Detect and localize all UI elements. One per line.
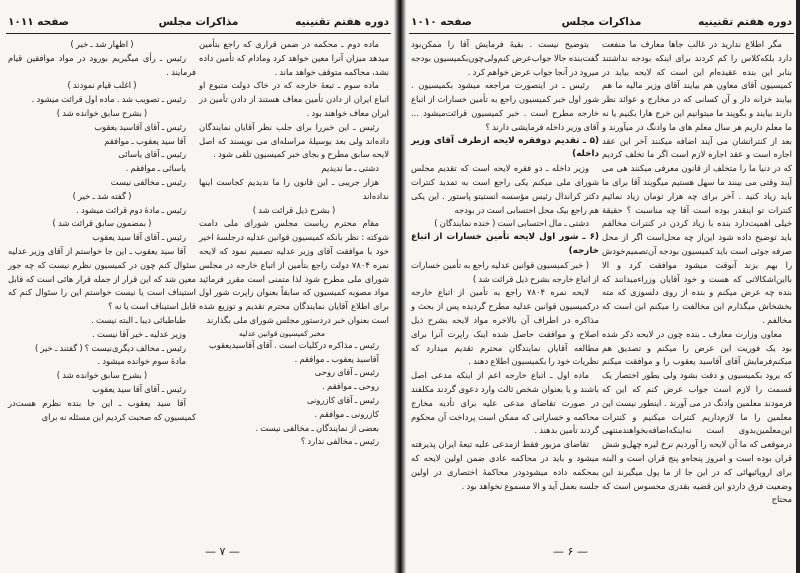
paragraph: رئیس ـ مذاکره درکلیات است . آقای آقاسیدیعقوب [208, 339, 379, 350]
paragraph: رئیس ـ مخالفی ندارد ؟ [300, 436, 379, 447]
paragraph: رئیس ـ مخالفی نیست [110, 176, 186, 187]
paragraph: مگر اطلاع ندارید در غالب جاها معارف ما منفعت دارد بلکه‌کلاس را کم کردند برای اینکه بودجه نداشتند بنابر این بنده عقیده‌ام این است که لایحه بیاید در کمیسیون آقای معاون هم بیایند آقای وزیر مالیه ما هم بیایند خزانه دار و آن کسانی که در مخارج و عوائد نظر دارند بیایند و بگویند ما میتوانیم این خرج هارا بکنیم یا نه ما معلم داریم هر سال معلم های ما وادنگ در میآورند و بعد از کنتراتشان می آیند اضافه میکنند آخر این عقد اجاره است و عقد اجاره لازم است اگر ما تخلف کردیم که در دنیا ما را متخلف از قانون معرفی میکنند هی می آیند وقتی می بینند ما سهل هستیم میگویند آقا برای ما باید زیاد کنید . آخر برای چه هزار تومان زیاد نمائیم کنترات تو اینقدر بوده است آقا چه مناسبت ؟ حقیقة خیلی اهمیت‌دارد بنده با زیاد کردن در کنترات مخالفم باید توضیح داده شود این‌از چه محل‌است اگر از محل صرفه جوئی است باید کمیسیون بودجه آن‌تصمیم‌خودش را بهم بزند آنوقت میشود موافقت کرد و الا بااین‌اشکالاتی که هست و خود آقایان وزراء‌میدانند که بنده چه عرض میکنم و بنده از روی دلسوزی که مته بخشخاش میگذارم این مخالفت را میکنم این است که مخالفم . [602, 39, 792, 325]
page-header [8, 16, 389, 32]
paragraph: ماده اول ـ اتباع خارجه اعم از اینکه مدعی اصل باشند و یا بعنوان شخص ثالث وارد دعوی گردند مکلفند در صورت تقاضای مدعی علیه برای تأدیه مخارج محاکمه و خساراتی که ممکن است پرداخت آن محکوم گردند تأمین بدهند . [411, 370, 599, 436]
stage-direction: ( بشرح ذیل قرائت شد ) [252, 204, 336, 215]
paragraph: رئیس ـ آقای آقا سید یعقوب [92, 232, 186, 243]
book-gutter [394, 0, 406, 573]
paragraph: رئیس ـ در اینصورت مراجعه میشود بکمیسیون . شور اول خبر کمیسیون راجع به تأمین خسارات از اتباع خارجه مطرح است . خبر کمیسیون قرائت‌میشود ... آقای وزیر داخله فرمایشی دارند ؟ [411, 80, 599, 132]
page-footer-number: — ۷ — [205, 545, 240, 558]
paragraph: معاون وزارت معارف ـ بنده چون در لایحه ذکر شده بود یک فوریت این عرض را میکنم و تصدیق هم میکنم‌فرمایش آقای آقاسید یعقوب را و موافقت میکنم که برود بکمیسیون و دقت بشود ولی بطور اختصار یک قسمت را لازم است جواب عرض کنم که این که فرمودند معلمین وادنگ در می آورند . اینطور نیست این معلمین را ما لازم‌داریم کنترات میکنیم و کنترات این‌معلمین‌بدوی است نه‌اینکه‌اضافه‌بخواهند‌منتهی درموقعی که ما آن لایحه را آوردیم نرخ لیره چهل‌و شش قران بوده است و امروز پنجاه‌و پنج قران است و البته برای اروپائیهائی که در این جا از ما پول میگیرند این وضعیت فرق داردو این قضیه بقدری محسوس است که محتاج [602, 328, 792, 505]
stage-direction: ( بشرح سابق خوانده شد ) [56, 370, 148, 381]
section-heading: (۶ ـ شور اول لایحه تأمین خسارات از اتباع خارجه) [411, 232, 599, 256]
header-rule [409, 33, 794, 34]
paragraph: طباطبائی دیبا ـ البته نیست . [91, 314, 186, 325]
paragraph: لایحه نمره ۷۸۰۴ راجع به تأمین از اتباع خارجه درکمیسیون قوانین عدلیه مطرح گردیده پس از بحث و مذاکره در اطراف آن بالاخره مواد لایحه بشرح ذیل اصلاح و موافقت حاصل شده اینک راپرت آنرا برای مطالعه آقایان نمایندگان محترم تقدیم میدارد که نظریات خود را بکمیسیون اطلاع دهند . [411, 287, 599, 367]
page-footer-number: — ۶ — [553, 545, 588, 558]
page-number-label: صفحه ۱۰۱۱ [8, 16, 69, 28]
session-label: دوره هفتم تقنینیه [698, 16, 792, 28]
section-heading: (۵ ـ تقدیم دوفقره لایحه ازطرف آقای وزیر داخله) [411, 135, 599, 160]
column-right [602, 38, 792, 507]
paragraph: ماده دوم ـ محکمه در ضمن قراری که راجع بتأمین میدهد میزان آنرا معین خواهد کرد ومادام که تأمین داده نشد، محاکمه متوقف خواهد ماند . [199, 39, 389, 77]
stage-direction: ( بمضمون سابق قرائت شد ) [52, 218, 152, 229]
paragraph: رئیس ـ رأی میگیریم بورود در مواد موافقین قیام فرمایند . [8, 52, 196, 77]
paragraph: رئیس ـ این خبررا برای جلب نظر آقایان نمایندگان داده‌اند ولی بعد بوسیلهٔ مراسله‌ای می نویسند که اصل لایحه سابق مطرح و بجای خبر کمیسیون تلقی شود . [199, 121, 389, 160]
paragraph: آقاسید یعقوب ـ موافقم . [294, 353, 379, 364]
paragraph: رئیس ـ آقای آقاسید یعقوب [94, 121, 186, 132]
paragraph: هزار جریبی ـ این قانون را ما ندیدیم کجاست اینها نداده‌اند [199, 176, 389, 201]
paragraph: آقا سید یعقوب ـ موافقم [104, 135, 186, 146]
paragraph: ( خبر کمیسیون قوانین عدلیه راجع به تأمین خسارات از اتباع خارجه بشرح ذیل قرائت شد ) [411, 259, 599, 284]
stage-direction: ( اغلب قیام نمودند ) [67, 80, 137, 91]
paragraph: بعضی از نمایندگان ـ مخالفی نیست . [255, 422, 379, 433]
paragraph: دشتی ـ مال احتسابی است ( خنده نمایندگان ) [434, 218, 589, 229]
paragraph: ماده سوم ـ تبعهٔ خارجه که در خاک دولت متبوع او اتباع ایران از دادن تأمین معاف هستند از دادن تأمین در ایران معاف خواهند بود . [199, 80, 389, 118]
page-header [411, 16, 792, 32]
stage-direction: ( اظهار شد ـ خیر ) [70, 39, 134, 49]
paragraph: مادهٔ سوم خوانده میشود . [97, 356, 186, 367]
session-label: دوره هفتم تقنینیه [295, 16, 389, 28]
running-title: مذاکرات مجلس [561, 16, 642, 28]
page-number-label: صفحه ۱۰۱۰ [411, 16, 472, 28]
paragraph: بتوضیح نیست . بقیهٔ فرمایش آقا را ممکن‌بود گفت‌بنده حالا جواب‌عرض کنم‌ولی‌چون‌بکمیسیون بودجه میرود در آنجا جواب عرض خواهم کرد . [411, 39, 599, 77]
paragraph: مقام محترم ریاست مجلس شورای ملی دامت شوکته : نظر بانکه کمیسیون قوانین عدلیه درجلسهٔ اخیر خود با موافقت آقای وزیر عدلیه تصمیم نمود که لایحه نمره ۷۸۰۴ دولت راجع بتأمین از اتباع خارجه در مجلس شورای ملی مطرح شود لذا متمنی است مقرر فرمائید مواد مصوبه کمیسیون که سابقاً بعنوان راپرت شور اول برای اطلاع آقایان نمایندگان محترم تقدیم و توزیع شده است بعنوان خبر دردستور مجلس شورای ملی بگذارند [199, 218, 390, 325]
scan-edge [796, 0, 800, 573]
column-right [199, 38, 389, 449]
paragraph: وزیر عدلیه ـ خیر آقا نیست . [92, 328, 186, 339]
page-left [0, 0, 397, 573]
paragraph: رئیس ـ آقای کازرونی [307, 394, 379, 405]
paragraph: کازرونی ـ موافقم . [314, 408, 379, 419]
paragraph: رئیس ـ آقای روحی [314, 367, 379, 378]
column-left [8, 38, 196, 424]
page-right [403, 0, 800, 573]
stage-direction: ( گفته شد ـ خیر ) [72, 190, 132, 201]
paragraph: روحی ـ موافقم . [322, 381, 379, 392]
paragraph: آقا سید یعقوب ـ این جا خواستم از آقای وزیر عدلیه سئوال کنم چون در کمیسیون نظرم نیست که چه جور معین شد که این قرار از جمله قرار هائی است که قابل استیناف است یا نیست خواستم این را سئوال کنم که قابل استیناف است یا نه ؟ [8, 245, 196, 312]
paragraph: رئیس ـ مادهٔ دوم قرائت میشود . [76, 204, 186, 215]
paragraph: رئیس ـ مخالف دیگری‌نیست ؟ ( گفتند ـ خیر ) [34, 342, 186, 353]
paragraph: وزیر داخله ـ دو فقره لایحه است که تقدیم مجلس شورای ملی میکنم یکی راجع است به تمدید کنترات دکتر کراندال رئیس مؤسسه انستیتو پاستور . این یکی هم راجع بیک محل احتسابی است در بودجه [411, 163, 599, 215]
column-left [411, 38, 599, 493]
paragraph: رئیس ـ آقای آقا سید یعقوب [92, 383, 186, 394]
paragraph: یاسائی ـ موافقم . [125, 163, 186, 174]
paragraph: رئیس ـ تصویب شد . ماده اول قرائت میشود . [31, 94, 186, 105]
paragraph: رئیس ـ آقای یاسائی [118, 149, 186, 160]
signature-line: مخبر کمیسیون قوانین عدلیه [239, 328, 326, 338]
header-rule [6, 33, 391, 34]
paragraph: دشتی ـ ما ندیدیم [321, 163, 379, 174]
stage-direction: ( بشرح سابق خوانده شد ) [56, 107, 148, 118]
running-title: مذاکرات مجلس [158, 16, 239, 28]
paragraph: آقا سید یعقوب ـ این جا بنده نظرم هست‌در کمیسیون که صحبت کردیم این مسئله نه برای [8, 397, 196, 422]
paragraph: تقاضای مزبور فقط ازمدعی علیه تبعهٔ ایران پذیرفته میشود و باید در محاکمه عادی ضمن اولین لایحه که بمحکمه داده میشود‌ودر محاکمهٔ اختصاری در اولین جلسه بعمل آید و الا مسموع نخواهد بود . [411, 439, 599, 491]
